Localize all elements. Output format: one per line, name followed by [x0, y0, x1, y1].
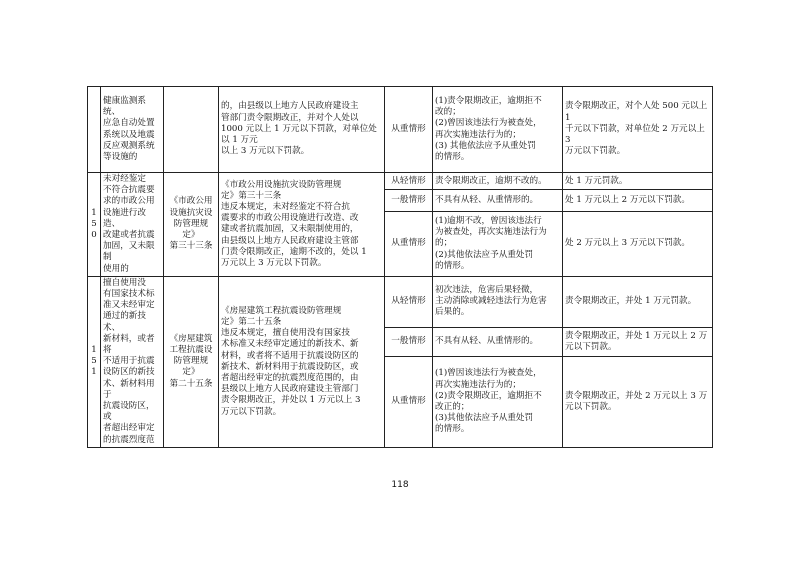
legal-basis-cell	[164, 87, 219, 173]
penalty-cell: 责令限期改正，并处 2 万元以上 3 万 元以下罚款。	[563, 357, 713, 448]
row-number-cell: 150	[88, 173, 101, 277]
violation-behavior-cell: 未对经鉴定 不符合抗震要 求的市政公用 设施进行改造、 改建或者抗震 加固，又未限制 使用的	[101, 173, 164, 277]
table-row	[88, 173, 713, 190]
legal-basis-cell: 《市政公用 设施抗灾设 防管理规定》 第三十三条	[164, 173, 219, 277]
page-number: 118	[391, 480, 409, 490]
table-row	[88, 276, 713, 327]
table-row	[88, 87, 713, 173]
condition-cell: (1)责令限期改正，逾期拒不 改的； (2)曾因该违法行为被查处， 再次实施违法行为的； (3) 其他依法应予从重处罚 的情形。	[433, 87, 563, 173]
condition-cell: (1)逾期不改，曾因该违法行 为被查处，再次实施违法行为 的； (2)其他依法应予从重处罚 的情形。	[433, 212, 563, 277]
condition-cell: 不具有从轻、从重情形的。	[433, 190, 563, 212]
law-text-cell: 的，由县级以上地方人民政府建设主 管部门责令限期改正，并对个人处以 1000 元以上 1 万元以下罚款，对单位处以 1 万元 以上 3 万元以下罚款。	[219, 87, 385, 173]
condition-cell: (1)曾因该违法行为被查处， 再次实施违法行为的； (2)责令限期改正，逾期拒不 改正的； (3)其他依法应予从重处罚 的情形。	[433, 357, 563, 448]
penalty-cell: 责令限期改正，并处 1 万元以上 2 万 元以下罚款。	[563, 327, 713, 357]
situation-cell: 从重情形	[385, 357, 433, 448]
situation-cell: 一般情形	[385, 327, 433, 357]
law-text-cell: 《房屋建筑工程抗震设防管理规 定》第二十五条 违反本规定，擅自使用没有国家技 术标准又未经审定通过的新技术、新 材料，或者将不适用于抗震设防区的 新技术、新材料用于抗震设防区，或 者超出经审定的抗震烈度范围的，由 县级以上地方人民政府建设主管部门 责令限期改正，并处以 1 万元以上 3 万元以下罚款。	[219, 276, 385, 447]
situation-cell: 从重情形	[385, 212, 433, 277]
penalty-discretion-table	[87, 86, 713, 448]
situation-cell: 从重情形	[385, 87, 433, 173]
legal-basis-cell: 《房屋建筑 工程抗震设 防管理规定》 第二十五条	[164, 276, 219, 447]
situation-cell: 从轻情形	[385, 173, 433, 190]
condition-cell: 不具有从轻、从重情形的。	[433, 327, 563, 357]
penalty-cell: 处 2 万元以上 3 万元以下罚款。	[563, 212, 713, 277]
penalty-cell: 责令限期改正，并处 1 万元罚款。	[563, 276, 713, 327]
law-text-cell: 《市政公用设施抗灾设防管理规 定》第三十三条 违反本规定，未对经鉴定不符合抗 震要求的市政公用设施进行改造、改 建或者抗震加固，又未限制使用的， 由县级以上地方人民政府建设主管部 门责令限期改正，逾期不改的，处以 1 万元以上 3 万元以下罚款。	[219, 173, 385, 277]
penalty-cell: 责令限期改正，对个人处 500 元以上 1 千元以下罚款，对单位处 2 万元以上 3 万元以下罚款。	[563, 87, 713, 173]
penalty-cell: 处 1 万元以上 2 万元以下罚款。	[563, 190, 713, 212]
situation-cell: 一般情形	[385, 190, 433, 212]
row-number-cell	[88, 87, 101, 173]
violation-behavior-cell: 健康监测系统、 应急自动处置 系统以及地震 反应观测系统 等设施的	[101, 87, 164, 173]
violation-behavior-cell: 擅自使用没 有国家技术标 准又未经审定 通过的新技术、 新材料，或者将 不适用于抗震 设防区的新技 术、新材料用于 抗震设防区，或 者超出经审定 的抗震烈度范	[101, 276, 164, 447]
situation-cell: 从轻情形	[385, 276, 433, 327]
condition-cell: 初次违法，危害后果轻微， 主动消除或减轻违法行为危害 后果的。	[433, 276, 563, 327]
condition-cell: 责令限期改正，逾期不改的。	[433, 173, 563, 190]
penalty-cell: 处 1 万元罚款。	[563, 173, 713, 190]
row-number-cell: 151	[88, 276, 101, 447]
